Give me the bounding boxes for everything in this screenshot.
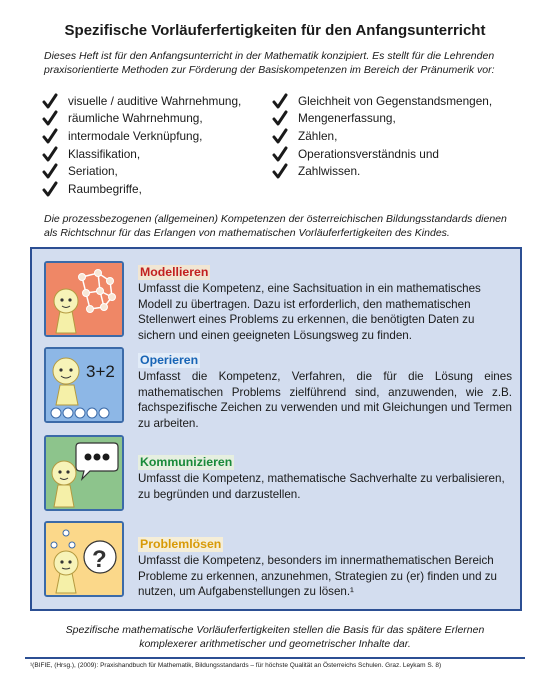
mid-text: Die prozessbezogenen (allgemeinen) Kompetenzen der österreichischen Bildungsstandards dienen als Richtschnur für das Erlangen von mathematischen Vorläuferfertigkeiten des Kindes. (44, 213, 507, 239)
operieren-illustration (44, 347, 124, 423)
checklist-item (42, 162, 241, 180)
page-title: Spezifische Vorläuferfertigkeiten für den Anfangsunterricht (64, 22, 486, 39)
child-figure (54, 551, 78, 593)
competency-desc-modellieren: Umfasst die Kompetenz, eine Sachsituation in ein mathematisches Modell zu übertragen. Dazu ist erforderlich, den mathematischen Stellenwert eines Problems zu erkennen, die benötigten Daten zu sichern und einen geeigneten Lösungsweg zu finden. (138, 282, 481, 342)
question-bubble-icon (46, 523, 122, 595)
checklist-item-label: Operationsverständnis und (298, 146, 439, 161)
checklist-item (272, 110, 492, 128)
checkmark-icon (272, 110, 288, 126)
competency-head-modellieren: Modellieren (140, 265, 209, 279)
checklist-item (272, 92, 492, 110)
checklist-item-label: Mengenerfassung, (298, 111, 396, 126)
competency-kommunizieren (138, 453, 512, 502)
kommunizieren-illustration (44, 435, 124, 511)
checkmark-icon (42, 163, 58, 179)
competency-head-operieren: Operieren (140, 353, 199, 367)
network-icon (46, 263, 122, 335)
modellieren-illustration (44, 261, 124, 337)
footer-divider (25, 657, 525, 659)
checklist-item (42, 110, 241, 128)
checklist-item-label: Seriation, (68, 164, 118, 179)
checkmark-icon (42, 110, 58, 126)
checkmark-icon (272, 93, 288, 109)
checkmark-icon (272, 163, 288, 179)
checkmark-icon (42, 181, 58, 197)
checklist-item (272, 145, 492, 163)
checklist-item-label: räumliche Wahrnehmung, (68, 111, 203, 126)
competency-modellieren (138, 263, 512, 343)
checklist-item (272, 162, 492, 180)
checklist-item (42, 145, 241, 163)
competency-head-problemloesen: Problemlösen (140, 537, 222, 551)
checkmark-icon (42, 146, 58, 162)
speech-bubble-icon (46, 437, 122, 509)
competency-head-kommunizieren: Kommunizieren (140, 455, 233, 469)
checklist-item (42, 180, 241, 198)
intro-text: Dieses Heft ist für den Anfangsunterricht in der Mathematik konzipiert. Es stellt für die Lehrenden praxisorientierte Methoden zur Förderung der Basiskompetenzen im Bereich der Pränumerik vor: (44, 50, 495, 76)
competency-panel (30, 247, 522, 611)
checkmark-icon (42, 93, 58, 109)
checklist-item-label: intermodale Verknüpfung, (68, 128, 203, 143)
problemloesen-illustration (44, 521, 124, 597)
checklist-item-label: visuelle / auditive Wahrnehmung, (68, 93, 242, 108)
checkmark-icon (272, 128, 288, 144)
calculation-icon (46, 349, 122, 421)
outro-text: Spezifische mathematische Vorläuferfertigkeiten stellen die Basis für das spätere Erlernen komplexerer arithmetischer und geometrischer Inhalte dar. (65, 624, 485, 650)
checklist-item-label: Zählen, (298, 128, 338, 143)
checkmark-icon (272, 146, 288, 162)
competency-desc-problemloesen: Umfasst die Kompetenz, besonders im innermathematischen Bereich Probleme zu erkennen, anzunehmen, Strategien zu (er) finden und zu nutzen, um Aufgabenstellungen zu lösen.¹ (138, 554, 497, 598)
checklist-item (272, 127, 492, 145)
checklist-item-label: Gleichheit von Gegenstandsmengen, (298, 93, 493, 108)
competency-problemloesen (138, 535, 512, 600)
competency-operieren (138, 351, 512, 431)
checklist-item (42, 127, 241, 145)
competency-desc-operieren: Umfasst die Kompetenz, Verfahren, die für die Lösung eines mathematischen Problems zielführend sind, anzuwenden, wie z.B. fachspezifische Zeichen zu verwenden und mit Gleichungen und Termen zu arbeiten. (138, 370, 512, 430)
checklist-left (42, 92, 241, 198)
competency-desc-kommunizieren: Umfasst die Kompetenz, mathematische Sachverhalte zu verbalisieren, zu begründen und darzustellen. (138, 472, 505, 501)
footnote: ¹(BIFIE, (Hrsg.), (2009): Praxishandbuch für Mathematik, Bildungsstandards – für höchste Qualität an Österreichs Schulen. Graz. Leykam S. 8) (30, 662, 442, 669)
checklist-item-label: Raumbegriffe, (68, 181, 142, 196)
checklist-item-label: Zahlwissen. (298, 164, 361, 179)
checklist-item-label: Klassifikation, (68, 146, 141, 161)
calc-text: 3+2 (86, 362, 115, 381)
question-mark-text: ? (92, 546, 107, 573)
checklist-right (272, 92, 492, 180)
checkmark-icon (42, 128, 58, 144)
checklist-item (42, 92, 241, 110)
